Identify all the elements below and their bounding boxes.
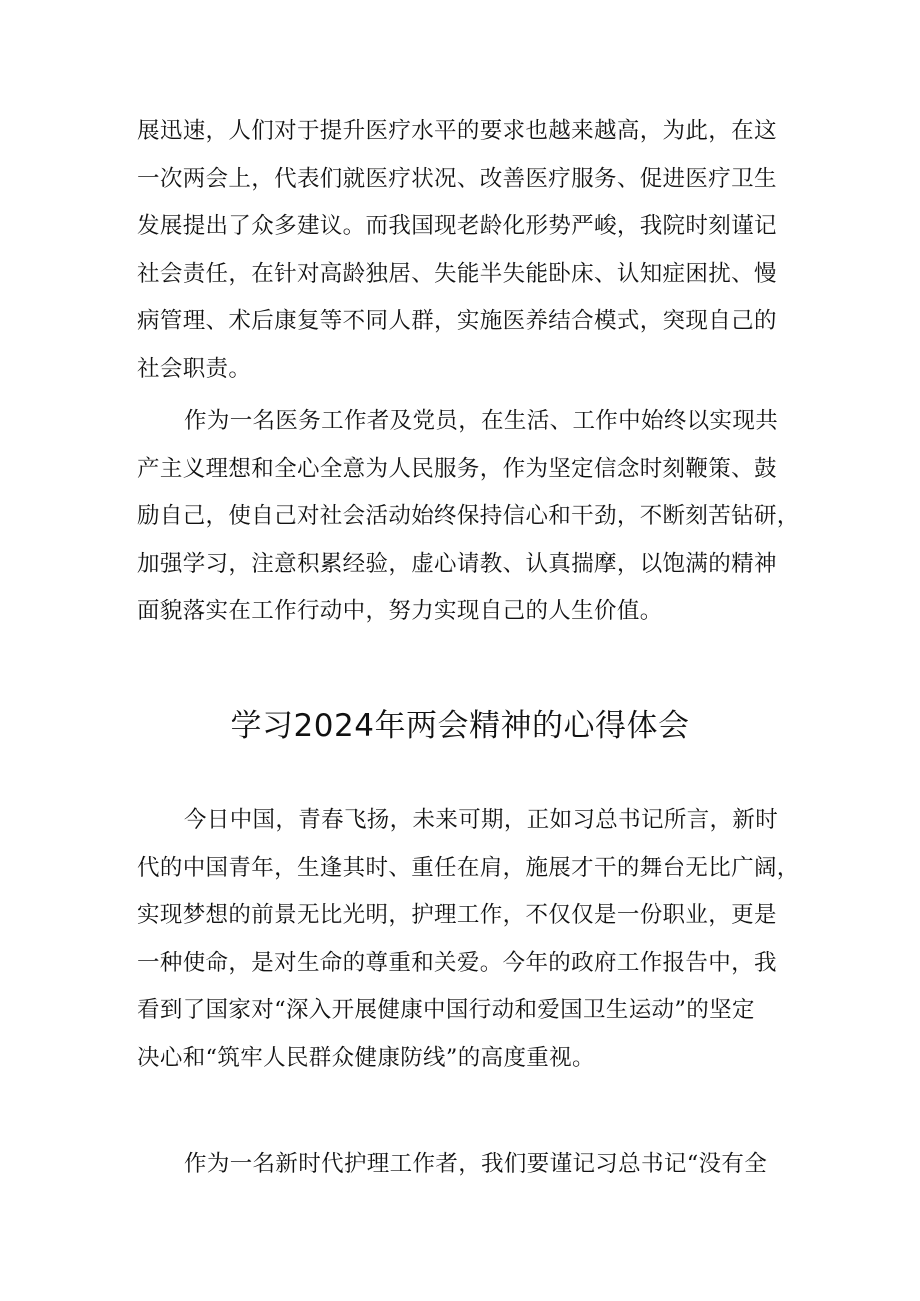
- text-line: 一次两会上，代表们就医疗状况、改善医疗服务、促进医疗卫生: [137, 165, 777, 192]
- text-line: 作为一名医务工作者及党员，在生活、工作中始终以实现共: [184, 408, 779, 434]
- text-line: 展迅速，人们对于提升医疗水平的要求也越来越高，为此，在这: [137, 118, 777, 144]
- body-paragraph: [137, 797, 800, 1082]
- text-line: 一种使命，是对生命的尊重和关爱。今年的政府工作报告中，我: [137, 949, 777, 976]
- text-line: 面貌落实在工作行动中，努力实现自己的人生价值。: [137, 598, 663, 624]
- text-line: 决心和“筑牢人民群众健康防线”的高度重视。: [137, 1044, 595, 1071]
- text-line: 今日中国，青春飞扬，未来可期，正如习总书记所言，新时: [184, 807, 779, 833]
- text-line: 作为一名新时代护理工作者，我们要谨记习总书记“没有全: [184, 1151, 768, 1177]
- body-paragraph: [137, 1141, 797, 1189]
- text-line: 社会职责。: [137, 355, 252, 382]
- text-line: 发展提出了众多建议。而我国现老龄化形势严峻，我院时刻谨记: [137, 213, 777, 239]
- text-line: 实现梦想的前景无比光明，护理工作，不仅仅是一份职业，更是: [137, 902, 777, 928]
- text-line: 励自己，使自己对社会活动始终保持信心和干劲，不断刻苦钻研，: [137, 503, 800, 529]
- body-paragraph: [137, 108, 797, 393]
- text-line: 看到了国家对“深入开展健康中国行动和爱国卫生运动”的坚定: [137, 997, 755, 1023]
- text-line: 产主义理想和全心全意为人民服务，作为坚定信念时刻鞭策、鼓: [137, 455, 777, 482]
- body-paragraph: [137, 398, 800, 636]
- text-line: 代的中国青年，生逢其时、重任在肩，施展才干的舞台无比广阔，: [137, 854, 800, 881]
- text-line: 社会责任，在针对高龄独居、失能半失能卧床、认知症困扰、慢: [137, 260, 777, 287]
- document-title: 学习2024年两会精神的心得体会: [230, 708, 690, 744]
- text-line: 病管理、术后康复等不同人群，实施医养结合模式，突现自己的: [137, 308, 777, 334]
- text-line: 加强学习，注意积累经验，虚心请教、认真揣摩，以饱满的精神: [137, 550, 777, 577]
